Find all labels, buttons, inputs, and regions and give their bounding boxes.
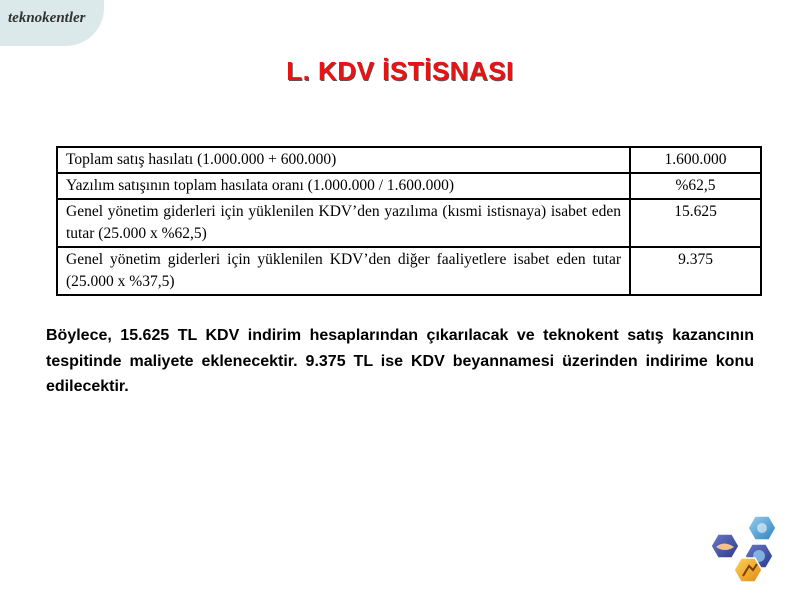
table-row [57,247,761,295]
row-value: %62,5 [630,173,761,199]
summary-paragraph: Böylece, 15.625 TL KDV indirim hesaplarından çıkarılacak ve teknokent satış kazancının tespitinde maliyete eklenecektir. 9.375 TL ise KDV beyannamesi üzerinden indirime konu edilecektir. [46,327,754,395]
table-row [57,147,761,173]
row-description: Yazılım satışının toplam hasılata oranı (1.000.000 / 1.600.000) [57,173,630,199]
table-row [57,173,761,199]
kdv-table [56,146,762,296]
row-description: Toplam satış hasılatı (1.000.000 + 600.000) [57,147,630,173]
row-value: 9.375 [630,247,761,295]
row-value: 15.625 [630,199,761,247]
slide-title: L. KDV İSTİSNASI [286,56,514,86]
table-row [57,199,761,247]
row-value: 1.600.000 [630,147,761,173]
brand-label: teknokentler [8,10,86,26]
brand-tab [0,0,104,46]
hexagon-cluster-logo-icon [706,514,786,586]
row-description: Genel yönetim giderleri için yüklenilen KDV’den diğer faaliyetlere isabet eden tutar (25.000 x %37,5) [57,247,630,295]
row-description: Genel yönetim giderleri için yüklenilen KDV’den yazılıma (kısmi istisnaya) isabet eden tutar (25.000 x %62,5) [57,199,630,247]
